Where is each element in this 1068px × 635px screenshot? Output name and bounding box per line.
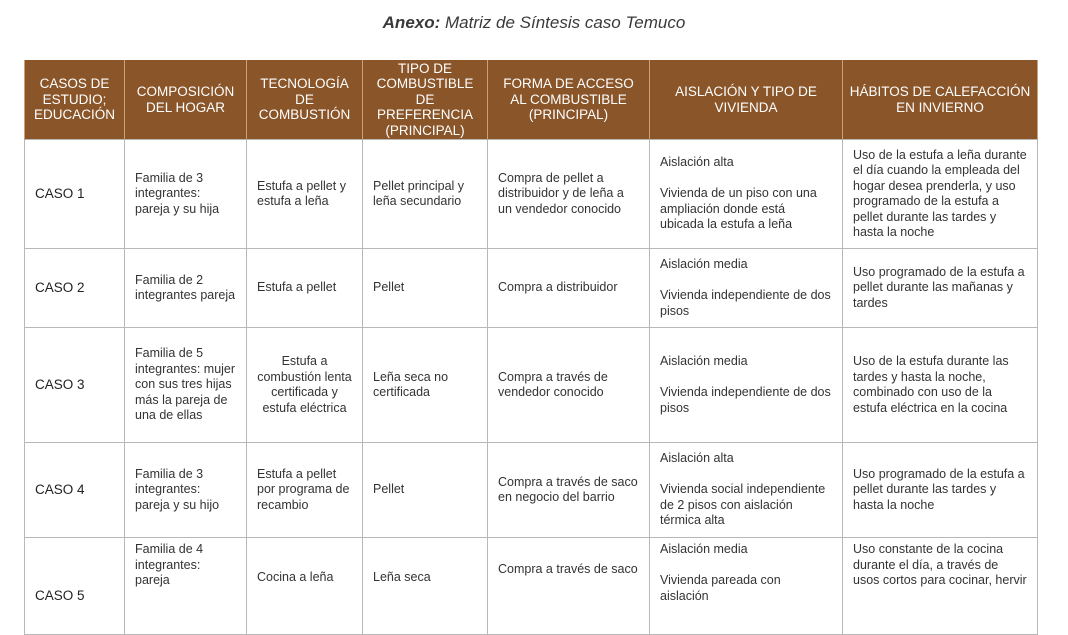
acceso-cell: Compra a través de vendedor conocido xyxy=(488,328,650,443)
hogar-cell: Familia de 3 integrantes: pareja y su hijo xyxy=(125,443,247,538)
case-label: CASO 4 xyxy=(25,443,125,538)
case-label: CASO 5 xyxy=(25,538,125,635)
header-tipo-combustible: TIPO DE COMBUSTIBLE DE PREFERENCIA (PRINCIPAL) xyxy=(363,60,488,140)
tecnologia-cell: Estufa a pellet y estufa a leña xyxy=(247,140,363,249)
tecnologia-cell: Estufa a pellet xyxy=(247,249,363,328)
aislacion-cell xyxy=(650,140,843,249)
tecnologia-cell: Estufa a pellet por programa de recambio xyxy=(247,443,363,538)
table-header-row xyxy=(25,60,1038,140)
title-lead: Anexo: xyxy=(382,13,441,32)
combustible-cell: Leña seca xyxy=(363,538,488,635)
case-label: CASO 2 xyxy=(25,249,125,328)
aislacion-level: Aislación alta xyxy=(660,155,734,170)
table-row xyxy=(25,328,1038,443)
aislacion-level: Aislación alta xyxy=(660,451,734,466)
vivienda-type: Vivienda pareada con aislación xyxy=(660,573,781,603)
header-casos: CASOS DE ESTUDIO; EDUCACIÓN xyxy=(25,60,125,140)
aislacion-cell xyxy=(650,443,843,538)
acceso-cell: Compra a través de saco en negocio del barrio xyxy=(488,443,650,538)
habitos-cell: Uso constante de la cocina durante el día, a través de usos cortos para cocinar, hervir xyxy=(843,538,1038,635)
hogar-cell: Familia de 3 integrantes: pareja y su hija xyxy=(125,140,247,249)
habitos-cell: Uso de la estufa a leña durante el día cuando la empleada del hogar desea prenderla, y uso programado de la estufa a pellet durante las tardes y hasta la noche xyxy=(843,140,1038,249)
aislacion-level: Aislación media xyxy=(660,257,748,271)
title-text: Matriz de Síntesis caso Temuco xyxy=(445,13,686,32)
hogar-cell: Familia de 5 integrantes: mujer con sus tres hijas más la pareja de una de ellas xyxy=(125,328,247,443)
tecnologia-cell: Cocina a leña xyxy=(247,538,363,635)
aislacion-cell xyxy=(650,249,843,328)
tecnologia-cell: Estufa a combustión lenta certificada y estufa eléctrica xyxy=(247,328,363,443)
acceso-cell: Compra a través de saco xyxy=(488,538,650,635)
header-forma-acceso: FORMA DE ACCESO AL COMBUSTIBLE (PRINCIPAL) xyxy=(488,60,650,140)
header-habitos: HÁBITOS DE CALEFACCIÓN EN INVIERNO xyxy=(843,60,1038,140)
aislacion-level: Aislación media xyxy=(660,354,748,368)
table-row xyxy=(25,538,1038,635)
combustible-cell: Leña seca no certificada xyxy=(363,328,488,443)
combustible-cell: Pellet principal y leña secundario xyxy=(363,140,488,249)
case-label: CASO 1 xyxy=(25,140,125,249)
vivienda-type: Vivienda social independiente de 2 pisos con aislación térmica alta xyxy=(660,482,826,528)
aislacion-cell xyxy=(650,328,843,443)
vivienda-type: Vivienda independiente de dos pisos xyxy=(660,288,831,318)
acceso-cell: Compra a distribuidor xyxy=(488,249,650,328)
vivienda-type: Vivienda independiente de dos pisos xyxy=(660,385,831,415)
vivienda-type: Vivienda de un piso con una ampliación donde está ubicada la estufa a leña xyxy=(660,186,817,232)
case-label: CASO 3 xyxy=(25,328,125,443)
combustible-cell: Pellet xyxy=(363,249,488,328)
aislacion-level: Aislación media xyxy=(660,542,748,556)
table-row xyxy=(25,249,1038,328)
synthesis-matrix-table xyxy=(24,60,1038,635)
acceso-cell: Compra de pellet a distribuidor y de leña a un vendedor conocido xyxy=(488,140,650,249)
hogar-cell: Familia de 2 integrantes pareja xyxy=(125,249,247,328)
header-aislacion: AISLACIÓN Y TIPO DE VIVIENDA xyxy=(650,60,843,140)
habitos-cell: Uso de la estufa durante las tardes y hasta la noche, combinado con uso de la estufa eléctrica en la cocina xyxy=(843,328,1038,443)
hogar-cell: Familia de 4 integrantes: pareja xyxy=(125,538,247,635)
document-title xyxy=(0,13,1068,33)
combustible-cell: Pellet xyxy=(363,443,488,538)
header-composicion: COMPOSICIÓN DEL HOGAR xyxy=(125,60,247,140)
aislacion-cell xyxy=(650,538,843,635)
habitos-cell: Uso programado de la estufa a pellet durante las mañanas y tardes xyxy=(843,249,1038,328)
table-row xyxy=(25,443,1038,538)
header-tecnologia: TECNOLOGÍA DE COMBUSTIÓN xyxy=(247,60,363,140)
habitos-cell: Uso programado de la estufa a pellet durante las tardes y hasta la noche xyxy=(843,443,1038,538)
table-row xyxy=(25,140,1038,249)
